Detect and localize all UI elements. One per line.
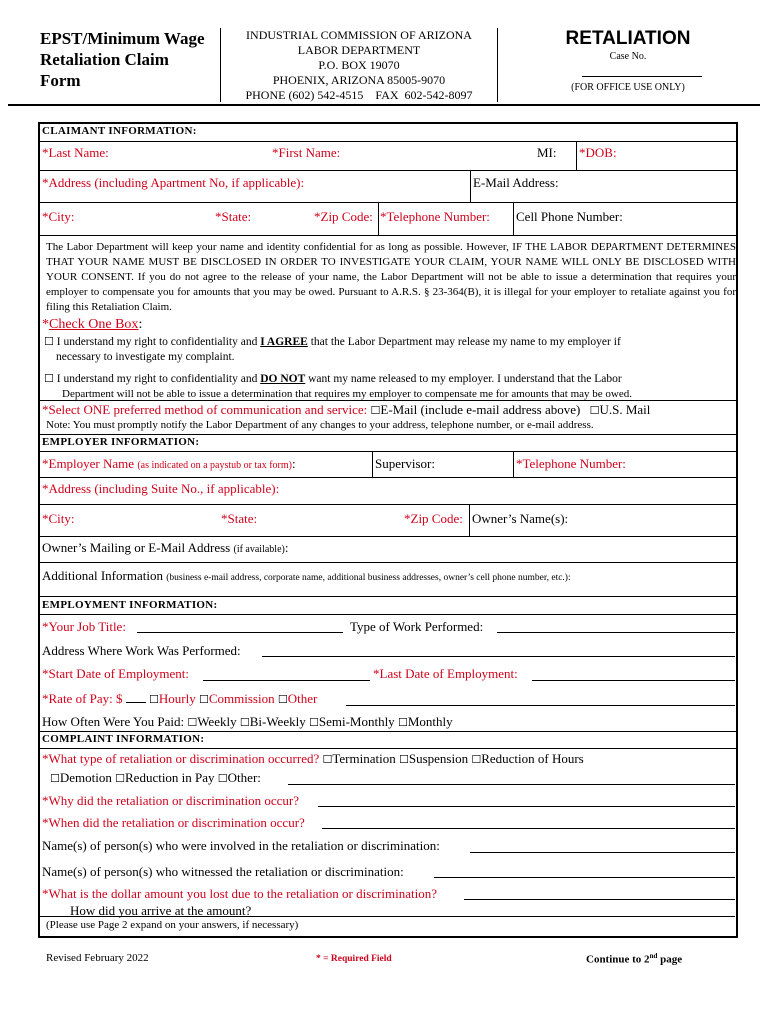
agency-line-5: PHONE (602) 542-4515 FAX 602-542-8097: [245, 88, 473, 102]
why-label: *Why did the retaliation or discrimination occur?: [42, 793, 300, 808]
required-legend: * = Required Field: [316, 954, 392, 964]
reduction-hours-label[interactable]: Reduction of Hours: [481, 751, 584, 766]
owner-mailing-row: [42, 540, 288, 556]
involved-field[interactable]: [470, 852, 735, 853]
rule: [40, 477, 736, 478]
suspension-label[interactable]: Suspension: [408, 751, 469, 766]
communication-row: [42, 402, 650, 418]
rule: [40, 614, 736, 615]
check-one-colon: :: [138, 317, 143, 332]
additional-info-hint: (business e-mail address, corporate name, additional business addresses, owner’s cell phone number, etc.):: [166, 573, 571, 583]
reduction-pay-label[interactable]: Reduction in Pay: [125, 770, 215, 785]
job-title-field[interactable]: [137, 632, 343, 633]
owners-label: Owner’s Name(s):: [472, 511, 569, 526]
retaliation-type-label: *What type of retaliation or discrimination occurred?: [42, 751, 320, 766]
agency-block: [222, 28, 496, 103]
claimant-section-heading: CLAIMANT INFORMATION:: [42, 125, 197, 137]
last-date-label: *Last Date of Employment:: [373, 666, 518, 681]
other-type-checkbox-icon[interactable]: ☐: [217, 772, 228, 785]
other-pay-field[interactable]: [346, 705, 735, 706]
rule: [40, 202, 736, 203]
additional-info-row: [42, 568, 571, 584]
agree-text-prefix: I understand my right to confidentiality and: [56, 336, 261, 348]
rate-field[interactable]: [126, 702, 146, 703]
start-date-field[interactable]: [203, 680, 370, 681]
communication-label: *Select ONE preferred method of communication and service:: [42, 402, 368, 417]
work-type-label: Type of Work Performed:: [350, 619, 484, 634]
agency-line-2: LABOR DEPARTMENT: [297, 43, 421, 57]
divider: [513, 202, 514, 235]
check-one-heading: [42, 317, 142, 333]
weekly-checkbox-icon[interactable]: ☐: [187, 716, 198, 729]
rule: [40, 451, 736, 452]
rate-row: [42, 691, 317, 707]
employer-name-colon: :: [292, 456, 296, 471]
rule: [40, 596, 736, 597]
owner-mailing-colon: :: [284, 540, 289, 555]
agree-checkbox-icon[interactable]: ☐: [44, 335, 54, 348]
case-no-field[interactable]: [582, 76, 702, 77]
pay-frequency-label: How Often Were You Paid:: [42, 714, 185, 729]
suspension-checkbox-icon[interactable]: ☐: [398, 753, 409, 766]
divider: [372, 451, 373, 477]
rule: [40, 748, 736, 749]
agree-emph: I AGREE: [260, 336, 308, 348]
employment-section-heading: EMPLOYMENT INFORMATION:: [42, 599, 218, 611]
reduction-hours-checkbox-icon[interactable]: ☐: [471, 753, 482, 766]
other-pay-checkbox-icon[interactable]: ☐: [277, 693, 288, 706]
divider: [378, 202, 379, 235]
zip-label: *Zip Code:: [314, 209, 373, 224]
retaliation-type-row-2: [50, 770, 261, 786]
continue-note: [586, 952, 682, 966]
check-one-label: Check One Box: [49, 317, 139, 332]
agency-line-4: PHOENIX, ARIZONA 85005-9070: [272, 73, 446, 87]
change-note: Note: You must promptly notify the Labor Department of any changes to your address, telephone number, or e-mail address.: [46, 419, 594, 431]
how-arrive-field[interactable]: [40, 916, 735, 917]
employer-name-hint: (as indicated on a paystub or tax form): [137, 460, 292, 471]
agency-line-3: P.O. BOX 19070: [318, 58, 400, 72]
dollar-amount-field[interactable]: [464, 899, 735, 900]
agree-text-line2: necessary to investigate my complaint.: [56, 351, 235, 363]
other-type-field[interactable]: [288, 784, 735, 785]
demotion-checkbox-icon[interactable]: ☐: [50, 772, 60, 785]
cell-label: Cell Phone Number:: [516, 209, 623, 224]
rule: [40, 400, 736, 401]
semimonthly-label[interactable]: Semi-Monthly: [318, 714, 395, 729]
owner-mailing-label: Owner’s Mailing or E-Mail Address: [42, 540, 231, 555]
form-title-line-2: Retaliation Claim: [40, 50, 169, 69]
employer-section-heading: EMPLOYER INFORMATION:: [42, 436, 200, 448]
when-label: *When did the retaliation or discrimination occur?: [42, 815, 305, 830]
divider: [513, 451, 514, 477]
form-title: [40, 28, 220, 91]
donot-text-prefix: I understand my right to confidentiality and: [56, 373, 261, 385]
divider: [576, 142, 577, 170]
continue-suffix: page: [657, 953, 683, 966]
monthly-label[interactable]: Monthly: [407, 714, 453, 729]
pay-frequency-row: [42, 714, 453, 730]
termination-label[interactable]: Termination: [332, 751, 396, 766]
hourly-label[interactable]: Hourly: [158, 691, 196, 706]
dollar-amount-label: *What is the dollar amount you lost due to the retaliation or discrimination?: [42, 886, 437, 901]
comm-email-checkbox-icon[interactable]: ☐: [370, 404, 381, 417]
biweekly-label[interactable]: Bi-Weekly: [249, 714, 306, 729]
page-two-note: (Please use Page 2 expand on your answers, if necessary): [46, 919, 299, 931]
last-name-label: *Last Name:: [42, 145, 109, 160]
case-no-label: Case No.: [609, 51, 647, 62]
last-date-field[interactable]: [532, 680, 735, 681]
donot-option[interactable]: [44, 371, 734, 402]
rule: [40, 504, 736, 505]
additional-info-label: Additional Information: [42, 568, 163, 583]
check-one-star: *: [42, 317, 49, 332]
commission-checkbox-icon[interactable]: ☐: [198, 693, 209, 706]
retaliation-heading: RETALIATION: [565, 28, 691, 49]
city-label: *City:: [42, 209, 75, 224]
how-arrive-label: How did you arrive at the amount?: [70, 903, 252, 918]
rule: [40, 536, 736, 537]
donot-emph: DO NOT: [260, 373, 306, 385]
rule: [40, 170, 736, 171]
hourly-checkbox-icon[interactable]: ☐: [149, 693, 159, 706]
first-name-label: *First Name:: [272, 145, 341, 160]
donot-text-line2: Department will not be able to issue a determination that requires my employer to compensate me for amounts that may be owed.: [62, 388, 633, 400]
involved-label: Name(s) of person(s) who were involved in the retaliation or discrimination:: [42, 838, 440, 853]
job-title-label: *Your Job Title:: [42, 619, 126, 634]
why-field[interactable]: [318, 806, 735, 807]
continue-prefix: Continue to 2: [586, 953, 650, 966]
employer-address-label: *Address (including Suite No., if applicable):: [42, 481, 280, 496]
state-label: *State:: [215, 209, 252, 224]
complaint-section-heading: COMPLAINT INFORMATION:: [42, 733, 205, 745]
agree-option[interactable]: [44, 334, 734, 365]
other-type-label[interactable]: Other:: [227, 770, 261, 785]
dob-label: *DOB:: [579, 145, 617, 160]
witnessed-field[interactable]: [434, 877, 735, 878]
employer-state-label: *State:: [221, 511, 258, 526]
employer-zip-label: *Zip Code:: [404, 511, 463, 526]
mi-label: MI:: [537, 145, 557, 160]
termination-checkbox-icon[interactable]: ☐: [322, 753, 333, 766]
retaliation-type-row: [42, 751, 584, 767]
supervisor-label: Supervisor:: [375, 456, 435, 471]
header-divider-left: [220, 28, 221, 102]
comm-mail-label[interactable]: U.S. Mail: [599, 402, 651, 417]
email-label: E-Mail Address:: [473, 175, 559, 190]
work-address-label: Address Where Work Was Performed:: [42, 643, 241, 658]
telephone-label: *Telephone Number:: [380, 209, 490, 224]
witnessed-label: Name(s) of person(s) who witnessed the retaliation or discrimination:: [42, 864, 404, 879]
donot-checkbox-icon[interactable]: ☐: [44, 372, 54, 385]
commission-label[interactable]: Commission: [208, 691, 275, 706]
divider: [469, 504, 470, 536]
form-title-line-3: Form: [40, 71, 81, 90]
rule: [40, 235, 736, 236]
continue-sup: nd: [649, 952, 658, 960]
address-label: *Address (including Apartment No, if applicable):: [42, 175, 305, 190]
confidentiality-paragraph: The Labor Department will keep your name and identity confidential for as long as possible. However, IF THE LABOR DEPARTMENT DETERMINES THAT YOUR NAME MUST BE DISCLOSED IN ORDER TO INVESTIGATE YOUR CLAIM, YOUR NAME WILL ONLY BE DISCLOSED WITH YOUR CONSENT. If you do not agree to the release of your name, the Labor Department will not be able to issue a determination that requires your employer to compensate you for amounts that you may be owed. Pursuant to A.R.S. § 23-364(B), it is illegal for your employer to retaliate against you for filing this Retaliation Claim.: [46, 241, 736, 313]
weekly-label[interactable]: Weekly: [197, 714, 237, 729]
owner-mailing-hint: (if available): [233, 544, 285, 555]
comm-email-label[interactable]: E-Mail (include e-mail address above): [380, 402, 581, 417]
demotion-label[interactable]: Demotion: [59, 770, 112, 785]
start-date-label: *Start Date of Employment:: [42, 666, 189, 681]
form-title-line-1: EPST/Minimum Wage: [40, 29, 205, 48]
employer-name-row: [42, 456, 296, 472]
divider: [470, 170, 471, 202]
when-field[interactable]: [322, 828, 735, 829]
employer-telephone-label: *Telephone Number:: [516, 456, 626, 471]
employer-name-label: *Employer Name: [42, 456, 135, 471]
semimonthly-checkbox-icon[interactable]: ☐: [308, 716, 319, 729]
monthly-checkbox-icon[interactable]: ☐: [397, 716, 408, 729]
office-use-label: (FOR OFFICE USE ONLY): [571, 82, 685, 93]
reduction-pay-checkbox-icon[interactable]: ☐: [115, 772, 125, 785]
employer-city-label: *City:: [42, 511, 75, 526]
biweekly-checkbox-icon[interactable]: ☐: [239, 716, 250, 729]
header-rule: [8, 104, 760, 106]
work-address-field[interactable]: [262, 656, 735, 657]
work-type-field[interactable]: [497, 632, 735, 633]
rule: [40, 141, 736, 142]
other-pay-label[interactable]: Other: [287, 691, 318, 706]
revised-date: Revised February 2022: [46, 952, 149, 964]
donot-text-suffix: want my name released to my employer. I understand that the Labor: [305, 373, 622, 385]
comm-mail-checkbox-icon[interactable]: ☐: [589, 404, 600, 417]
agency-line-1: INDUSTRIAL COMMISSION OF ARIZONA: [246, 28, 472, 42]
agree-text-suffix: that the Labor Department may release my name to my employer if: [307, 336, 621, 348]
rule: [40, 562, 736, 563]
rate-label: *Rate of Pay: $: [42, 691, 123, 706]
